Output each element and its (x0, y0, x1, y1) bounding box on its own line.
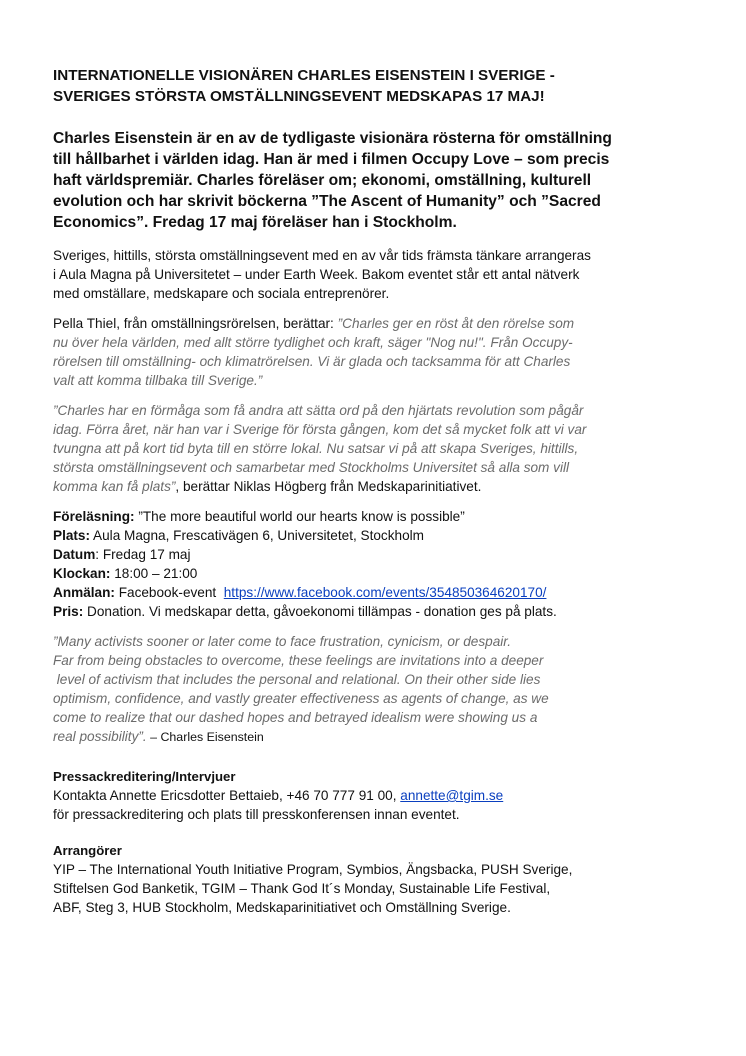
organizers-section (53, 841, 693, 917)
press-info-line: för pressackreditering och plats till presskonferensen innan eventet. (53, 807, 460, 822)
detail-value: ”The more beautiful world our hearts know is possible” (134, 509, 465, 524)
niklas-quote-line: idag. Förra året, när han var i Sverige för första gången, kom det så mycket folk att vi var (53, 422, 587, 437)
document-content (53, 65, 693, 917)
detail-value: Aula Magna, Frescativägen 6, Universitetet, Stockholm (90, 528, 424, 543)
pella-thiel-paragraph (53, 314, 693, 390)
detail-label: Anmälan: (53, 585, 115, 600)
detail-label: Föreläsning: (53, 509, 135, 524)
lead-line: Economics”. Fredag 17 maj föreläser han i Stockholm. (53, 214, 457, 231)
pella-quote-line: valt att komma tillbaka till Sverige.” (53, 373, 263, 388)
organizers-heading: Arrangörer (53, 843, 122, 858)
press-heading: Pressackreditering/Intervjuer (53, 769, 236, 784)
intro-line: i Aula Magna på Universitetet – under Earth Week. Bakom eventet står ett antal nätverk (53, 267, 580, 282)
eisenstein-quote-line: level of activism that includes the personal and relational. On their other side lies (53, 672, 541, 687)
event-details (53, 507, 693, 621)
detail-date (53, 545, 693, 564)
press-contact-line (53, 786, 693, 805)
eisenstein-quote-end: real possibility”. (53, 729, 147, 744)
pella-quote-line: nu över hela världen, med allt större tydlighet och kraft, säger "Nog nu!". Från Occupy- (53, 335, 573, 350)
detail-value: : Fredag 17 maj (95, 547, 191, 562)
lead-paragraph (53, 128, 693, 233)
intro-line: med omställare, medskapare och sociala entreprenörer. (53, 286, 390, 301)
intro-line: Sveriges, hittills, största omställningsevent med en av vår tids främsta tänkare arrangeras (53, 248, 591, 263)
eisenstein-attribution: – Charles Eisenstein (146, 730, 264, 744)
title-line: INTERNATIONELLE VISIONÄREN CHARLES EISENSTEIN I SVERIGE - (53, 67, 555, 84)
press-release-title (53, 65, 693, 107)
niklas-quote-line: ”Charles har en förmåga som få andra att sätta ord på den hjärtats revolution som pågår (53, 403, 584, 418)
detail-label: Plats: (53, 528, 91, 543)
niklas-quote-end: komma kan få plats” (53, 479, 176, 494)
press-contact-text: Kontakta Annette Ericsdotter Bettaieb, +46 70 777 91 00, (53, 788, 401, 803)
pella-intro-text: Pella Thiel, från omställningsrörelsen, berättar: (53, 316, 338, 331)
detail-value: Facebook-event (114, 585, 224, 600)
lead-line: haft världspremiär. Charles föreläser om; ekonomi, omställning, kulturell (53, 172, 592, 189)
detail-signup (53, 583, 693, 602)
organizers-line: YIP – The International Youth Initiative Program, Symbios, Ängsbacka, PUSH Sverige, (53, 862, 573, 877)
organizers-line: Stiftelsen God Banketik, TGIM – Thank God It´s Monday, Sustainable Life Festival, (53, 881, 551, 896)
pella-quote-line: rörelsen till omställning- och klimatrörelsen. Vi är glada och tacksamma för att Charles (53, 354, 571, 369)
eisenstein-quote-line: come to realize that our dashed hopes and betrayed idealism were showing us a (53, 710, 538, 725)
press-section (53, 767, 693, 824)
detail-time (53, 564, 693, 583)
niklas-attribution: , berättar Niklas Högberg från Medskaparinitiativet. (175, 479, 482, 494)
niklas-hogberg-paragraph (53, 401, 693, 496)
detail-label: Klockan: (53, 566, 111, 581)
title-line: SVERIGES STÖRSTA OMSTÄLLNINGSEVENT MEDSKAPAS 17 MAJ! (53, 88, 545, 105)
intro-paragraph (53, 246, 693, 303)
niklas-last-line (53, 477, 693, 496)
eisenstein-quote-line: optimism, confidence, and vastly greater effectiveness as agents of change, as we (53, 691, 549, 706)
detail-label: Datum (53, 547, 96, 562)
eisenstein-last-line (53, 727, 693, 747)
detail-price (53, 602, 693, 621)
facebook-event-link[interactable]: https://www.facebook.com/events/354850364620170/ (223, 585, 547, 600)
detail-lecture (53, 507, 693, 526)
detail-place (53, 526, 693, 545)
detail-value: 18:00 – 21:00 (110, 566, 198, 581)
lead-line: till hållbarhet i världen idag. Han är med i filmen Occupy Love – som precis (53, 151, 610, 168)
niklas-quote-line: tvungna att på kort tid byta till en större lokal. Nu satsar vi på att skapa Sveriges, hittills, (53, 441, 579, 456)
lead-line: evolution och har skrivit böckerna ”The Ascent of Humanity” och ”Sacred (53, 193, 601, 210)
press-email-link[interactable]: annette@tgim.se (400, 788, 504, 803)
pella-first-line (53, 314, 693, 333)
eisenstein-quote-paragraph (53, 632, 693, 747)
pella-quote-start: ”Charles ger en röst åt den rörelse som (337, 316, 575, 331)
lead-line: Charles Eisenstein är en av de tydligaste visionära rösterna för omställning (53, 130, 612, 147)
eisenstein-quote-line: Far from being obstacles to overcome, these feelings are invitations into a deeper (53, 653, 544, 668)
eisenstein-quote-line: ”Many activists sooner or later come to face frustration, cynicism, or despair. (53, 634, 512, 649)
organizers-line: ABF, Steg 3, HUB Stockholm, Medskaparinitiativet och Omställning Sverige. (53, 900, 511, 915)
detail-label: Pris: (53, 604, 84, 619)
detail-value: Donation. Vi medskapar detta, gåvoekonomi tillämpas - donation ges på plats. (83, 604, 557, 619)
niklas-quote-line: största omställningsevent och samarbetar med Stockholms Universitet så alla som vill (53, 460, 570, 475)
